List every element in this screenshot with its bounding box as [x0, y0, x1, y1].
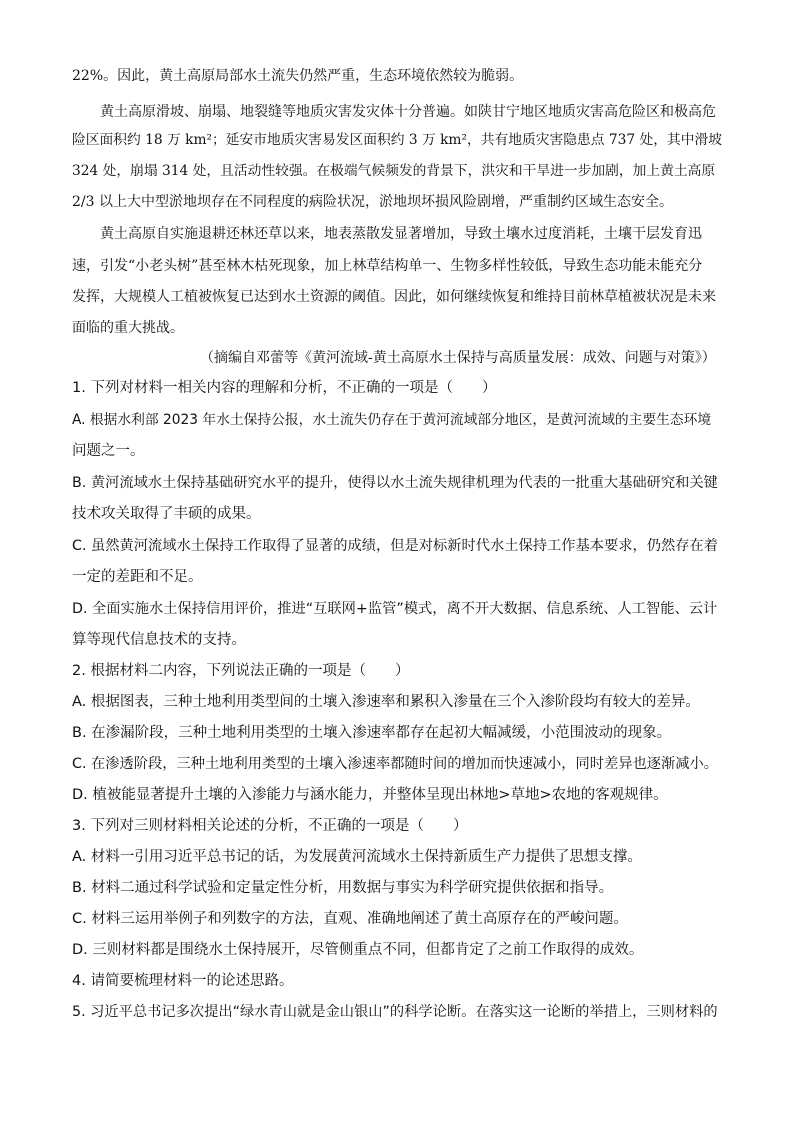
passage-line: 黄土高原自实施退耕还林还草以来，地表蒸散发显著增加，导致土壤水过度消耗，土壤干层发育迅	[100, 226, 702, 242]
option-a: A. 根据图表，三种土地利用类型间的土壤入渗速率和累积入渗量在三个入渗阶段均有较大的差异。	[72, 694, 700, 710]
option-d-line1: D. 全面实施水土保持信用评价，推进“互联网+监管”模式，离不开大数据、信息系统、人工智能、云计	[72, 601, 718, 617]
option-a: A. 材料一引用习近平总书记的话，为发展黄河流域水土保持新质生产力提供了思想支撑。	[72, 849, 642, 865]
option-d: D. 三则材料都是围绕水土保持展开，尽管侧重点不同，但都肯定了之前工作取得的成效。	[72, 942, 644, 958]
option-a-line2: 问题之一。	[72, 443, 145, 459]
option-a-line1: A. 根据水利部 2023 年水土保持公报，水土流失仍存在于黄河流域部分地区，是黄河流域的主要生态环境	[72, 412, 712, 428]
passage-line: 324 处，崩塌 314 处，且活动性较强。在极端气候频发的背景下，洪灾和干旱进一步加剧，加上黄土高原	[72, 163, 716, 179]
option-b-line1: B. 黄河流域水土保持基础研究水平的提升，使得以水土流失规律机理为代表的一批重大基础研究和关键	[72, 475, 718, 491]
passage-line: 2/3 以上大中型淤地坝存在不同程度的病险状况，淤地坝坏损风险剧增，严重制约区域生态安全。	[72, 194, 673, 210]
option-c: C. 在渗透阶段，三种土地利用类型的土壤入渗速率都随时间的增加而快速减小，同时差异也逐渐减小。	[72, 756, 719, 772]
option-d-line2: 算等现代信息技术的支持。	[72, 632, 246, 648]
option-b-line2: 技术攻关取得了丰硕的成果。	[72, 506, 261, 522]
option-c-line2: 一定的差距和不足。	[72, 569, 203, 585]
option-c-line1: C. 虽然黄河流域水土保持工作取得了显著的成绩，但是对标新时代水土保持工作基本要求，仍然存在着	[72, 538, 719, 554]
question-stem: 2. 根据材料二内容，下列说法正确的一项是（ ）	[72, 663, 410, 679]
option-c: C. 材料三运用举例子和列数字的方法，直观、准确地阐述了黄土高原存在的严峻问题。	[72, 911, 628, 927]
passage-line: 险区面积约 18 万 km²；延安市地质灾害易发区面积约 3 万 km²，共有地质灾害隐患点 737 处，其中滑坡	[72, 132, 722, 148]
passage-line: 发挥，大规模人工植被恢复已达到水土资源的阈值。因此，如何继续恢复和维持目前林草植被状况是未来	[72, 289, 716, 305]
question-stem: 4. 请简要梳理材料一的论述思路。	[72, 973, 294, 989]
question-stem: 3. 下列对三则材料相关论述的分析，不正确的一项是（ ）	[72, 818, 468, 834]
option-b: B. 在渗漏阶段，三种土地利用类型的土壤入渗速率都存在起初大幅减缓，小范围波动的现象。	[72, 725, 672, 741]
source-citation: （摘编自邓蕾等《黄河流域-黄土高原水土保持与高质量发展：成效、问题与对策》）	[200, 350, 716, 366]
passage-line: 速，引发“小老头树”甚至林木枯死现象，加上林草结构单一、生物多样性较低，导致生态功能未能充分	[72, 258, 703, 274]
question-stem: 1. 下列对材料一相关内容的理解和分析，不正确的一项是（ ）	[72, 380, 497, 396]
option-d: D. 植被能显著提升土壤的入渗能力与涵水能力，并整体呈现出林地>草地>农地的客观规律。	[72, 787, 668, 803]
passage-line: 黄土高原滑坡、崩塌、地裂缝等地质灾害发灾体十分普遍。如陕甘宁地区地质灾害高危险区和极高危	[100, 104, 716, 120]
option-b: B. 材料二通过科学试验和定量定性分析，用数据与事实为科学研究提供依据和指导。	[72, 880, 614, 896]
passage-paragraph-tail: 22%。因此，黄土高原局部水土流失仍然严重，生态环境依然较为脆弱。	[72, 68, 524, 84]
question-stem: 5. 习近平总书记多次提出“绿水青山就是金山银山”的科学论断。在落实这一论断的举措上，三则材料的	[72, 1004, 718, 1020]
passage-line: 面临的重大挑战。	[72, 320, 184, 336]
